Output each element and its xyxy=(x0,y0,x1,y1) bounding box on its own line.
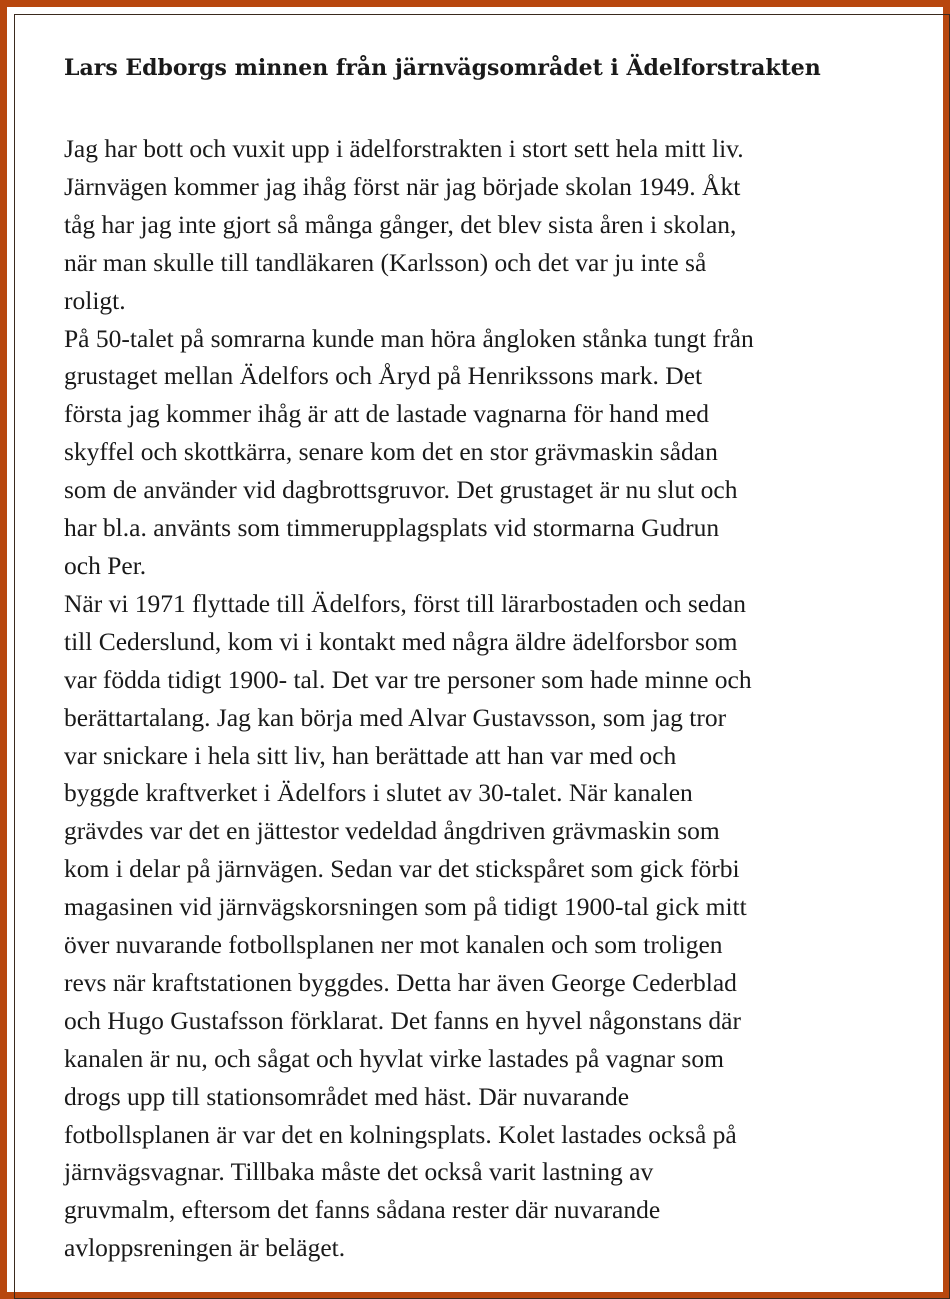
text-line: tåg har jag inte gjort så många gånger, det blev sista åren i skolan, xyxy=(64,209,737,239)
text-line: kom i delar på järnvägen. Sedan var det stickspåret som gick förbi xyxy=(64,854,740,884)
text-line: magasinen vid järnvägskorsningen som på tidigt 1900-tal gick mitt xyxy=(64,892,747,922)
text-line: var snickare i hela sitt liv, han berättade att han var med och xyxy=(64,740,677,770)
text-line: skyffel och skottkärra, senare kom det en stor grävmaskin sådan xyxy=(64,437,718,467)
text-line: drogs upp till stationsområdet med häst. Där nuvarande xyxy=(64,1081,630,1111)
text-line: revs när kraftstationen byggdes. Detta har även George Cederblad xyxy=(64,967,737,997)
text-line: fotbollsplanen är var det en kolningsplats. Kolet lastades också på xyxy=(64,1119,737,1149)
text-line: roligt. xyxy=(64,285,126,315)
text-line: var födda tidigt 1900- tal. Det var tre personer som hade minne och xyxy=(64,664,752,694)
text-line: till Cederslund, kom vi i kontakt med några äldre ädelforsbor som xyxy=(64,626,738,656)
text-line: När vi 1971 flyttade till Ädelfors, först till lärarbostaden och sedan xyxy=(64,588,746,618)
text-line: avloppsreningen är beläget. xyxy=(64,1233,346,1263)
text-line: som de använder vid dagbrottsgruvor. Det grustaget är nu slut och xyxy=(64,475,738,505)
body-text xyxy=(64,130,904,1267)
document-body xyxy=(64,52,904,1267)
text-line: kanalen är nu, och sågat och hyvlat virke lastades på vagnar som xyxy=(64,1043,724,1073)
text-line: På 50-talet på somrarna kunde man höra ångloken stånka tungt från xyxy=(64,323,754,353)
text-line: och Hugo Gustafsson förklarat. Det fanns en hyvel någonstans där xyxy=(64,1005,741,1035)
text-line: första jag kommer ihåg är att de lastade vagnarna för hand med xyxy=(64,399,710,429)
text-line: Järnvägen kommer jag ihåg först när jag började skolan 1949. Åkt xyxy=(64,171,741,201)
text-line: byggde kraftverket i Ädelfors i slutet av 30-talet. När kanalen xyxy=(64,778,693,808)
paragraph-2 xyxy=(64,320,904,585)
paragraph-1 xyxy=(64,130,904,320)
text-line: grävdes var det en jättestor vedeldad ångdriven grävmaskin som xyxy=(64,816,720,846)
text-line: har bl.a. använts som timmerupplagsplats vid stormarna Gudrun xyxy=(64,513,720,543)
text-line: berättartalang. Jag kan börja med Alvar Gustavsson, som jag tror xyxy=(64,702,727,732)
page-title: Lars Edborgs minnen från järnvägsområdet i Ädelforstrakten xyxy=(64,55,821,81)
text-line: Jag har bott och vuxit upp i ädelforstrakten i stort sett hela mitt liv. xyxy=(64,134,744,163)
text-line: järnvägsvagnar. Tillbaka måste det också varit lastning av xyxy=(64,1157,654,1187)
text-line: när man skulle till tandläkaren (Karlsson) och det var ju inte så xyxy=(64,247,707,277)
text-line: gruvmalm, eftersom det fanns sådana rester där nuvarande xyxy=(64,1195,661,1225)
text-line: över nuvarande fotbollsplanen ner mot kanalen och som troligen xyxy=(64,930,723,960)
text-line: och Per. xyxy=(64,550,147,580)
text-line: grustaget mellan Ädelfors och Åryd på Henrikssons mark. Det xyxy=(64,361,703,391)
paragraph-3 xyxy=(64,585,904,1267)
